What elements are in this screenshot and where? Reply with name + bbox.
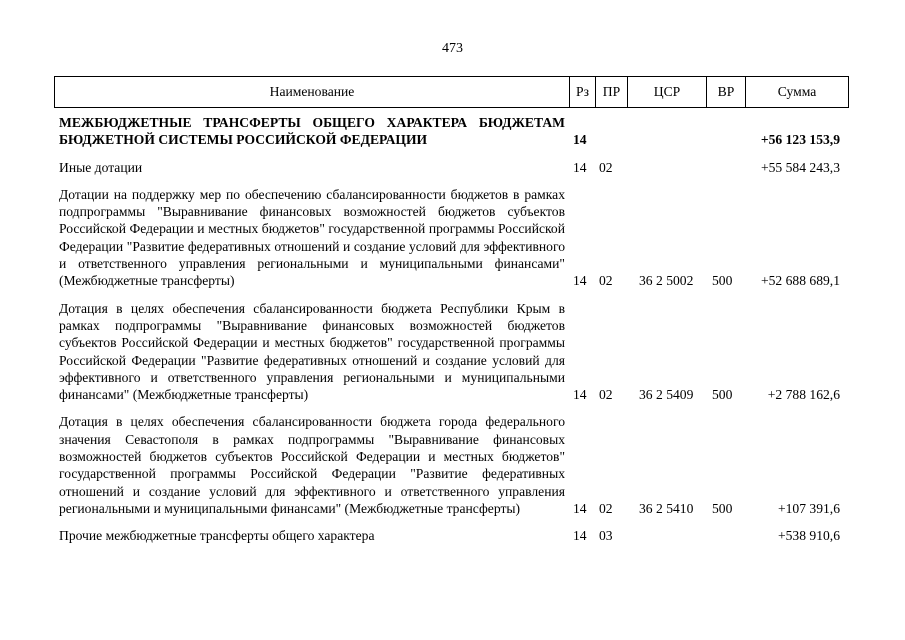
row-pr: 02 [599,159,613,175]
row-rz: 14 [573,528,587,544]
row-csr: 36 2 5410 [639,500,694,516]
row-vr [706,114,745,159]
row-csr [627,159,706,186]
row-vr: 500 [712,273,733,289]
row-name: Дотация в целях обеспечения сбалансированности бюджета города федерального значения Севастополя в рамках подпрограммы "Выравнивание финансовых возможностей бюджетов субъектов Российской Федерации и местных бюджетов" государственной программы Российской Федерации "Развитие федеративных отношений и создание условий для эффективного и ответственного управления региональными и муниципальными финансами" (Межбюджетные трансферты) [59,414,565,516]
row-rz: 14 [573,132,587,148]
row-name: Дотации на поддержку мер по обеспечению сбалансированности бюджетов в рамках подпрограммы "Выравнивание финансовых возможностей бюджетов субъектов Российской Федерации и местных бюджетов" государственной программы Российской Федерации "Развитие федеративных отношений и создание условий для эффективного и ответственного управления региональными и муниципальными финансами" (Межбюджетные трансферты) [59,186,565,289]
row-rz: 14 [573,159,587,175]
row-sum: +55 584 243,3 [760,159,840,175]
row-rz: 14 [573,500,587,516]
row-sum: +2 788 162,6 [767,387,840,403]
row-rz: 14 [573,273,587,289]
header-vr: ВР [707,77,746,108]
page-number: 473 [442,41,463,56]
row-name: Прочие межбюджетные трансферты общего характера [59,528,375,544]
row-csr: 36 2 5002 [639,273,694,289]
row-vr [706,159,745,186]
header-pr: ПР [596,77,628,108]
row-csr: 36 2 5409 [639,387,694,403]
row-name: МЕЖБЮДЖЕТНЫЕ ТРАНСФЕРТЫ ОБЩЕГО ХАРАКТЕРА БЮДЖЕТАМ БЮДЖЕТНОЙ СИСТЕМЫ РОССИЙСКОЙ ФЕДЕРАЦИИ [59,115,565,148]
header-csr: ЦСР [628,77,707,108]
header-rz: Рз [570,77,596,108]
row-sum: +52 688 689,1 [760,273,840,289]
row-csr [627,527,706,554]
row-name: Дотация в целях обеспечения сбалансированности бюджета Республики Крым в рамках подпрограммы "Выравнивание финансовых возможностей бюджетов субъектов Российской Федерации и местных бюджетов" государственной программы Российской Федерации "Развитие федеративных отношений и создание условий для эффективного и ответственного управления региональными и муниципальными финансами" (Межбюджетные трансферты) [59,300,565,403]
row-pr: 02 [599,273,613,289]
table-row [54,300,848,414]
row-pr: 03 [599,528,613,544]
column-header-table [54,76,849,108]
table-row [54,159,848,186]
row-csr [627,114,706,159]
table-row [54,186,848,300]
row-pr: 02 [599,500,613,516]
row-pr [595,114,627,159]
header-name: Наименование [55,77,570,108]
header-sum: Сумма [746,77,849,108]
row-vr: 500 [712,500,733,516]
row-sum: +538 910,6 [777,528,840,544]
row-sum: +107 391,6 [777,500,840,516]
row-pr: 02 [599,387,613,403]
table-row [54,413,848,527]
row-rz: 14 [573,387,587,403]
row-vr: 500 [712,387,733,403]
row-name: Иные дотации [59,159,143,175]
row-sum: +56 123 153,9 [760,132,840,148]
column-header-row [55,77,849,108]
table-row [54,114,848,159]
table-row [54,527,848,554]
budget-table [54,114,848,555]
row-vr [706,527,745,554]
